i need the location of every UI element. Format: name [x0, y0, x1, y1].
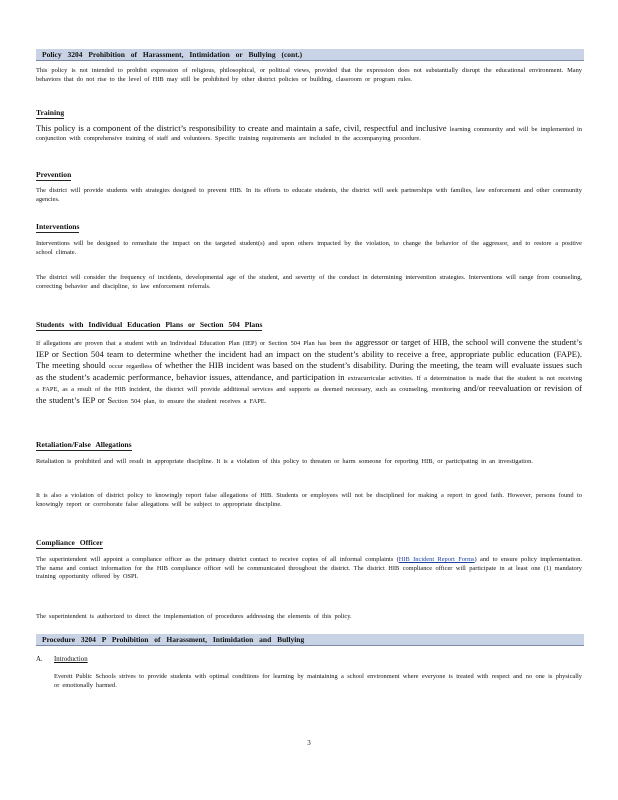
iep-mix-small: occur regardless [108, 363, 153, 371]
retaliation-paragraph-1: Retaliation is prohibited and will result in appropriate discipline. It is a violation of this policy to threaten or harm someone for reporting HIB, or participating in an investigation. [36, 458, 533, 465]
iep-big-3: and/or reevaluation or revision of the student’s IEP or S [36, 383, 582, 405]
compliance-paragraph-2: The superintendent is authorized to direct the implementation of procedures addressing the elements of this policy. [36, 613, 352, 620]
introduction-heading: Introduction [54, 656, 88, 663]
retaliation-paragraph-2: It is also a violation of district policy to knowingly report false allegations of HIB. Students or employees will not be disciplined for making a report in good faith. However, persons found to knowingly report or corroborate false allegations will be subject to appropriate discipline. [36, 492, 582, 508]
compliance-heading: Compliance Officer [36, 538, 103, 547]
training-paragraph [36, 123, 582, 143]
hib-incident-report-forms-link[interactable]: HIB Incident Report Forms [398, 556, 475, 563]
students-iep-paragraph [36, 337, 582, 407]
training-heading: Training [36, 108, 65, 117]
procedure-banner: Procedure 3204 P Prohibition of Harassment, Intimidation and Bullying [36, 634, 584, 646]
iep-big-1: aggressor or target of HIB, the school will convene the student’s IEP or Section 504 team to determine whether the incident had an impact on the student’s ability to receive a free, appropriate public education (FAPE). The meeting should [36, 337, 582, 371]
policy-continued-banner: Policy 3204 Prohibition of Harassment, Intimidation or Bullying (cont.) [36, 49, 584, 61]
page-number: 3 [307, 739, 311, 747]
interventions-paragraph-1: Interventions will be designed to remediate the impact on the targeted student(s) and upon others impacted by the violation, to change the behavior of the aggressor, and to restore a positive school climate. [36, 240, 582, 256]
iep-line-1: If allegations are proven that a student with an Individual Education Plan (IEP) or Section 504 Plan has been the [36, 340, 353, 347]
prevention-heading: Prevention [36, 170, 72, 179]
iep-small-2: extracurricular activities. If a determination is made that the student is not receiving a FAPE, as a result of the HIB incident, the district will provide additional services and supports as deemed necessary, such as counseling, monitoring [36, 374, 582, 394]
introduction-subheading [36, 656, 88, 663]
intro-paragraph: This policy is not intended to prohibit expression of religious, philosophical, or political views, provided that the expression does not substantially disrupt the educational environment. Many behaviors that do not rise to the level of HIB may still be prohibited by other district policies or building, classroom or program rules. [36, 67, 582, 83]
training-big-line: This policy is a component of the district’s responsibility to create and maintain a safe, civil, respectful and inclusive [36, 123, 447, 133]
retaliation-heading: Retaliation/False Allegations [36, 440, 132, 449]
compliance-text-b: ) and to ensure policy implementation. The name and contact information for the HIB compliance officer will be communicated throughout the district. The district HIB compliance officer will participate in at least one (1) mandatory training opportunity offered by OSPI. [36, 556, 582, 581]
compliance-text-a: The superintendent will appoint a compliance officer as the primary district contact to receive copies of all informal complaints ( [36, 556, 399, 563]
compliance-paragraph-1 [36, 556, 582, 582]
iep-mix-big: of whether the HIB incident was based on the student’s disability. During the meeting, the team will evaluate issues such as the student’s academic performance, behavior issues, attendance, and participation in [36, 360, 582, 382]
interventions-paragraph-2: The district will consider the frequency of incidents, developmental age of the student, and severity of the conduct in determining intervention strategies. Interventions will range from counseling, correcting behavior and discipline, to law enforcement referrals. [36, 274, 582, 290]
iep-small-3: ection 504 plan, to ensure the student receives a FAPE. [112, 397, 267, 405]
section-marker: A. [36, 656, 43, 663]
training-rest: learning community and will be implemented in conjunction with comprehensive training of staff and volunteers. Specific training requirements are included in the accompanying procedure. [36, 126, 582, 142]
students-iep-heading: Students with Individual Education Plans or Section 504 Plans [36, 320, 263, 329]
introduction-paragraph: Everett Public Schools strives to provide students with optimal conditions for learning by maintaining a school environment where everyone is treated with respect and no one is physically or emotionally harmed. [54, 673, 582, 689]
prevention-paragraph: The district will provide students with strategies designed to prevent HIB. In its efforts to educate students, the district will seek partnerships with families, law enforcement and other community agencies. [36, 187, 582, 203]
interventions-heading: Interventions [36, 222, 80, 231]
